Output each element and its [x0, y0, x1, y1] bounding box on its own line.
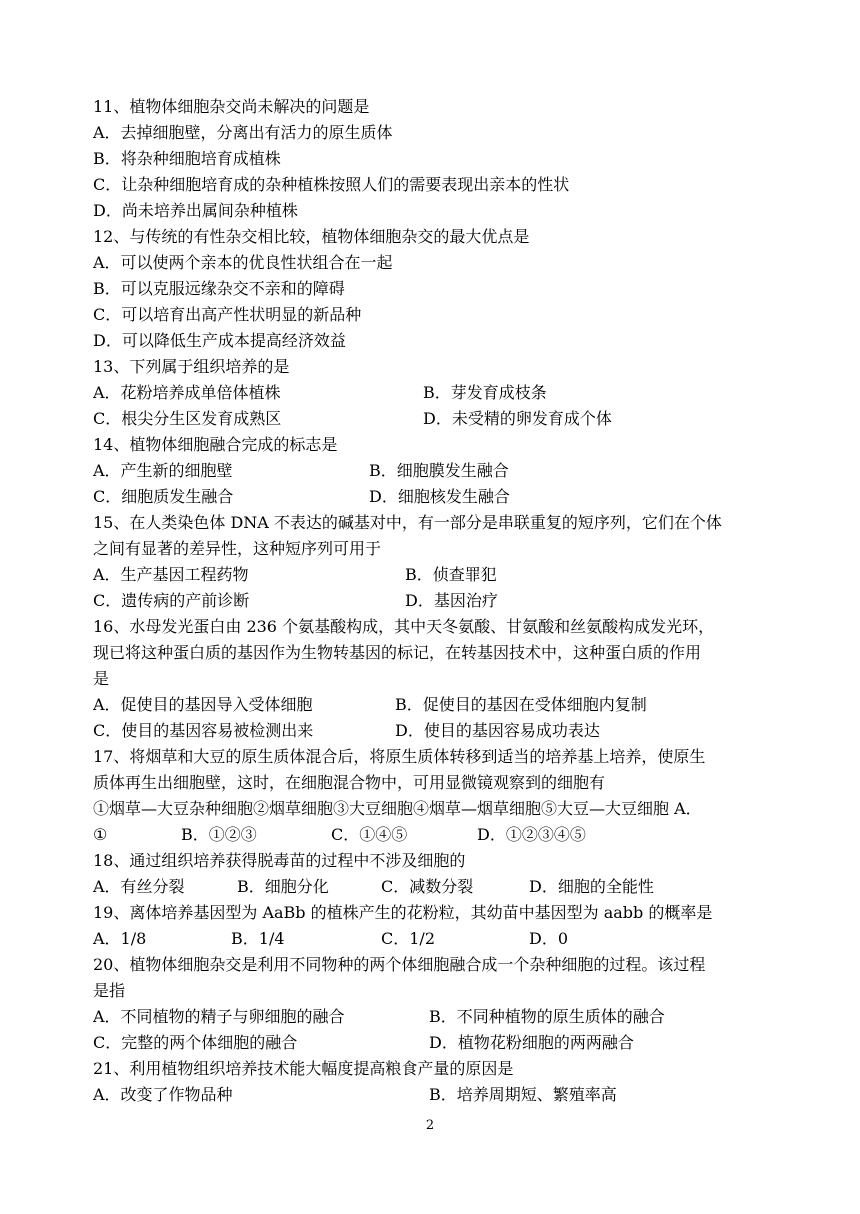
question-21-stem: 21、利用植物组织培养技术能大幅度提高粮食产量的原因是 — [93, 1059, 514, 1078]
question-17-option-d: D．①②③④⑤ — [477, 825, 586, 844]
question-13-stem: 13、下列属于组织培养的是 — [93, 357, 290, 376]
question-16-option-b: B．促使目的基因在受体细胞内复制 — [395, 695, 647, 714]
question-15-options-row1 — [93, 562, 773, 588]
question-17-options-row — [93, 822, 773, 848]
question-20-option-b: B．不同种植物的原生质体的融合 — [429, 1007, 665, 1026]
question-15-option-a: A．生产基因工程药物 — [93, 565, 249, 584]
question-12-option-d: D．可以降低生产成本提高经济效益 — [93, 331, 346, 350]
page-number: 2 — [425, 1118, 435, 1133]
question-14-option-d: D．细胞核发生融合 — [369, 487, 510, 506]
question-19-option-c: C．1/2 — [381, 929, 435, 948]
question-18-option-c: C．减数分裂 — [381, 877, 474, 896]
question-18-option-b: B．细胞分化 — [237, 877, 329, 896]
question-19-stem: 19、离体培养基因型为 AaBb 的植株产生的花粉粒，其幼苗中基因型为 aabb 的概率是 — [93, 903, 713, 922]
question-19-option-a: A．1/8 — [93, 929, 147, 948]
question-15-stem-line1: 15、在人类染色体 DNA 不表达的碱基对中，有一部分是串联重复的短序列，它们在个体 — [93, 513, 722, 532]
question-13-option-d: D．未受精的卵发育成个体 — [423, 409, 612, 428]
question-11-stem: 11、植物体细胞杂交尚未解决的问题是 — [93, 97, 370, 116]
question-18-options-row — [93, 874, 773, 900]
question-14-options-row1 — [93, 458, 773, 484]
question-21-option-b: B．培养周期短、繁殖率高 — [429, 1085, 617, 1104]
question-20-option-d: D．植物花粉细胞的两两融合 — [429, 1033, 634, 1052]
question-20-options-row1 — [93, 1004, 773, 1030]
question-14-option-a: A．产生新的细胞壁 — [93, 461, 233, 480]
question-12-option-b: B．可以克服远缘杂交不亲和的障碍 — [93, 279, 345, 298]
question-21-option-a: A．改变了作物品种 — [93, 1085, 233, 1104]
question-14-option-b: B．细胞膜发生融合 — [369, 461, 509, 480]
question-12-stem: 12、与传统的有性杂交相比较，植物体细胞杂交的最大优点是 — [93, 227, 530, 246]
question-16-stem-line3: 是 — [93, 669, 110, 688]
question-20-stem-line2: 是指 — [93, 981, 126, 1000]
question-11-option-a: A．去掉细胞壁，分离出有活力的原生质体 — [93, 123, 393, 142]
question-18-stem: 18、通过组织培养获得脱毒苗的过程中不涉及细胞的 — [93, 851, 466, 870]
question-16-option-d: D．使目的基因容易成功表达 — [395, 721, 600, 740]
question-17-option-a: ① — [93, 825, 108, 844]
question-19-option-d: D．0 — [529, 929, 569, 948]
question-16-option-a: A．促使目的基因导入受体细胞 — [93, 695, 313, 714]
question-12-option-c: C．可以培育出高产性状明显的新品种 — [93, 305, 362, 324]
question-17-option-c: C．①④⑤ — [331, 825, 408, 844]
question-15-stem-line2: 之间有显著的差异性，这种短序列可用于 — [93, 539, 382, 558]
question-16-stem-line2: 现已将这种蛋白质的基因作为生物转基因的标记，在转基因技术中，这种蛋白质的作用 — [93, 643, 702, 662]
question-17-option-b: B．①②③ — [181, 825, 257, 844]
question-18-option-a: A．有丝分裂 — [93, 877, 185, 896]
question-13-option-b: B．芽发育成枝条 — [423, 383, 547, 402]
question-16-option-c: C．使目的基因容易被检测出来 — [93, 721, 314, 740]
question-16-options-row2 — [93, 718, 773, 744]
question-15-option-d: D．基因治疗 — [405, 591, 498, 610]
question-14-option-c: C．细胞质发生融合 — [93, 487, 234, 506]
question-13-options-row2 — [93, 406, 773, 432]
question-20-option-a: A．不同植物的精子与卵细胞的融合 — [93, 1007, 345, 1026]
question-13-option-a: A．花粉培养成单倍体植株 — [93, 383, 281, 402]
question-16-options-row1 — [93, 692, 773, 718]
question-21-options-row1 — [93, 1082, 773, 1108]
question-12-option-a: A．可以使两个亲本的优良性状组合在一起 — [93, 253, 393, 272]
question-11-option-c: C．让杂种细胞培育成的杂种植株按照人们的需要表现出亲本的性状 — [93, 175, 570, 194]
question-15-option-c: C．遗传病的产前诊断 — [93, 591, 250, 610]
question-19-options-row — [93, 926, 773, 952]
question-20-option-c: C．完整的两个体细胞的融合 — [93, 1033, 298, 1052]
question-17-items-line: ①烟草—大豆杂种细胞②烟草细胞③大豆细胞④烟草—烟草细胞⑤大豆—大豆细胞 A． — [93, 799, 702, 818]
question-18-option-d: D．细胞的全能性 — [529, 877, 654, 896]
question-11-option-d: D．尚未培养出属间杂种植株 — [93, 201, 298, 220]
question-15-options-row2 — [93, 588, 773, 614]
question-16-stem-line1: 16、水母发光蛋白由 236 个氨基酸构成，其中天冬氨酸、甘氨酸和丝氨酸构成发光环， — [93, 617, 715, 636]
question-14-options-row2 — [93, 484, 773, 510]
question-13-options-row1 — [93, 380, 773, 406]
question-19-option-b: B．1/4 — [231, 929, 285, 948]
question-20-options-row2 — [93, 1030, 773, 1056]
question-20-stem-line1: 20、植物体细胞杂交是利用不同物种的两个体细胞融合成一个杂种细胞的过程。该过程 — [93, 955, 706, 974]
question-15-option-b: B．侦查罪犯 — [405, 565, 497, 584]
question-17-stem-line1: 17、将烟草和大豆的原生质体混合后，将原生质体转移到适当的培养基上培养，使原生 — [93, 747, 706, 766]
question-11-option-b: B．将杂种细胞培育成植株 — [93, 149, 281, 168]
question-13-option-c: C．根尖分生区发育成熟区 — [93, 409, 282, 428]
question-list — [93, 94, 773, 1108]
question-14-stem: 14、植物体细胞融合完成的标志是 — [93, 435, 338, 454]
question-17-stem-line2: 质体再生出细胞壁，这时，在细胞混合物中，可用显微镜观察到的细胞有 — [93, 773, 606, 792]
